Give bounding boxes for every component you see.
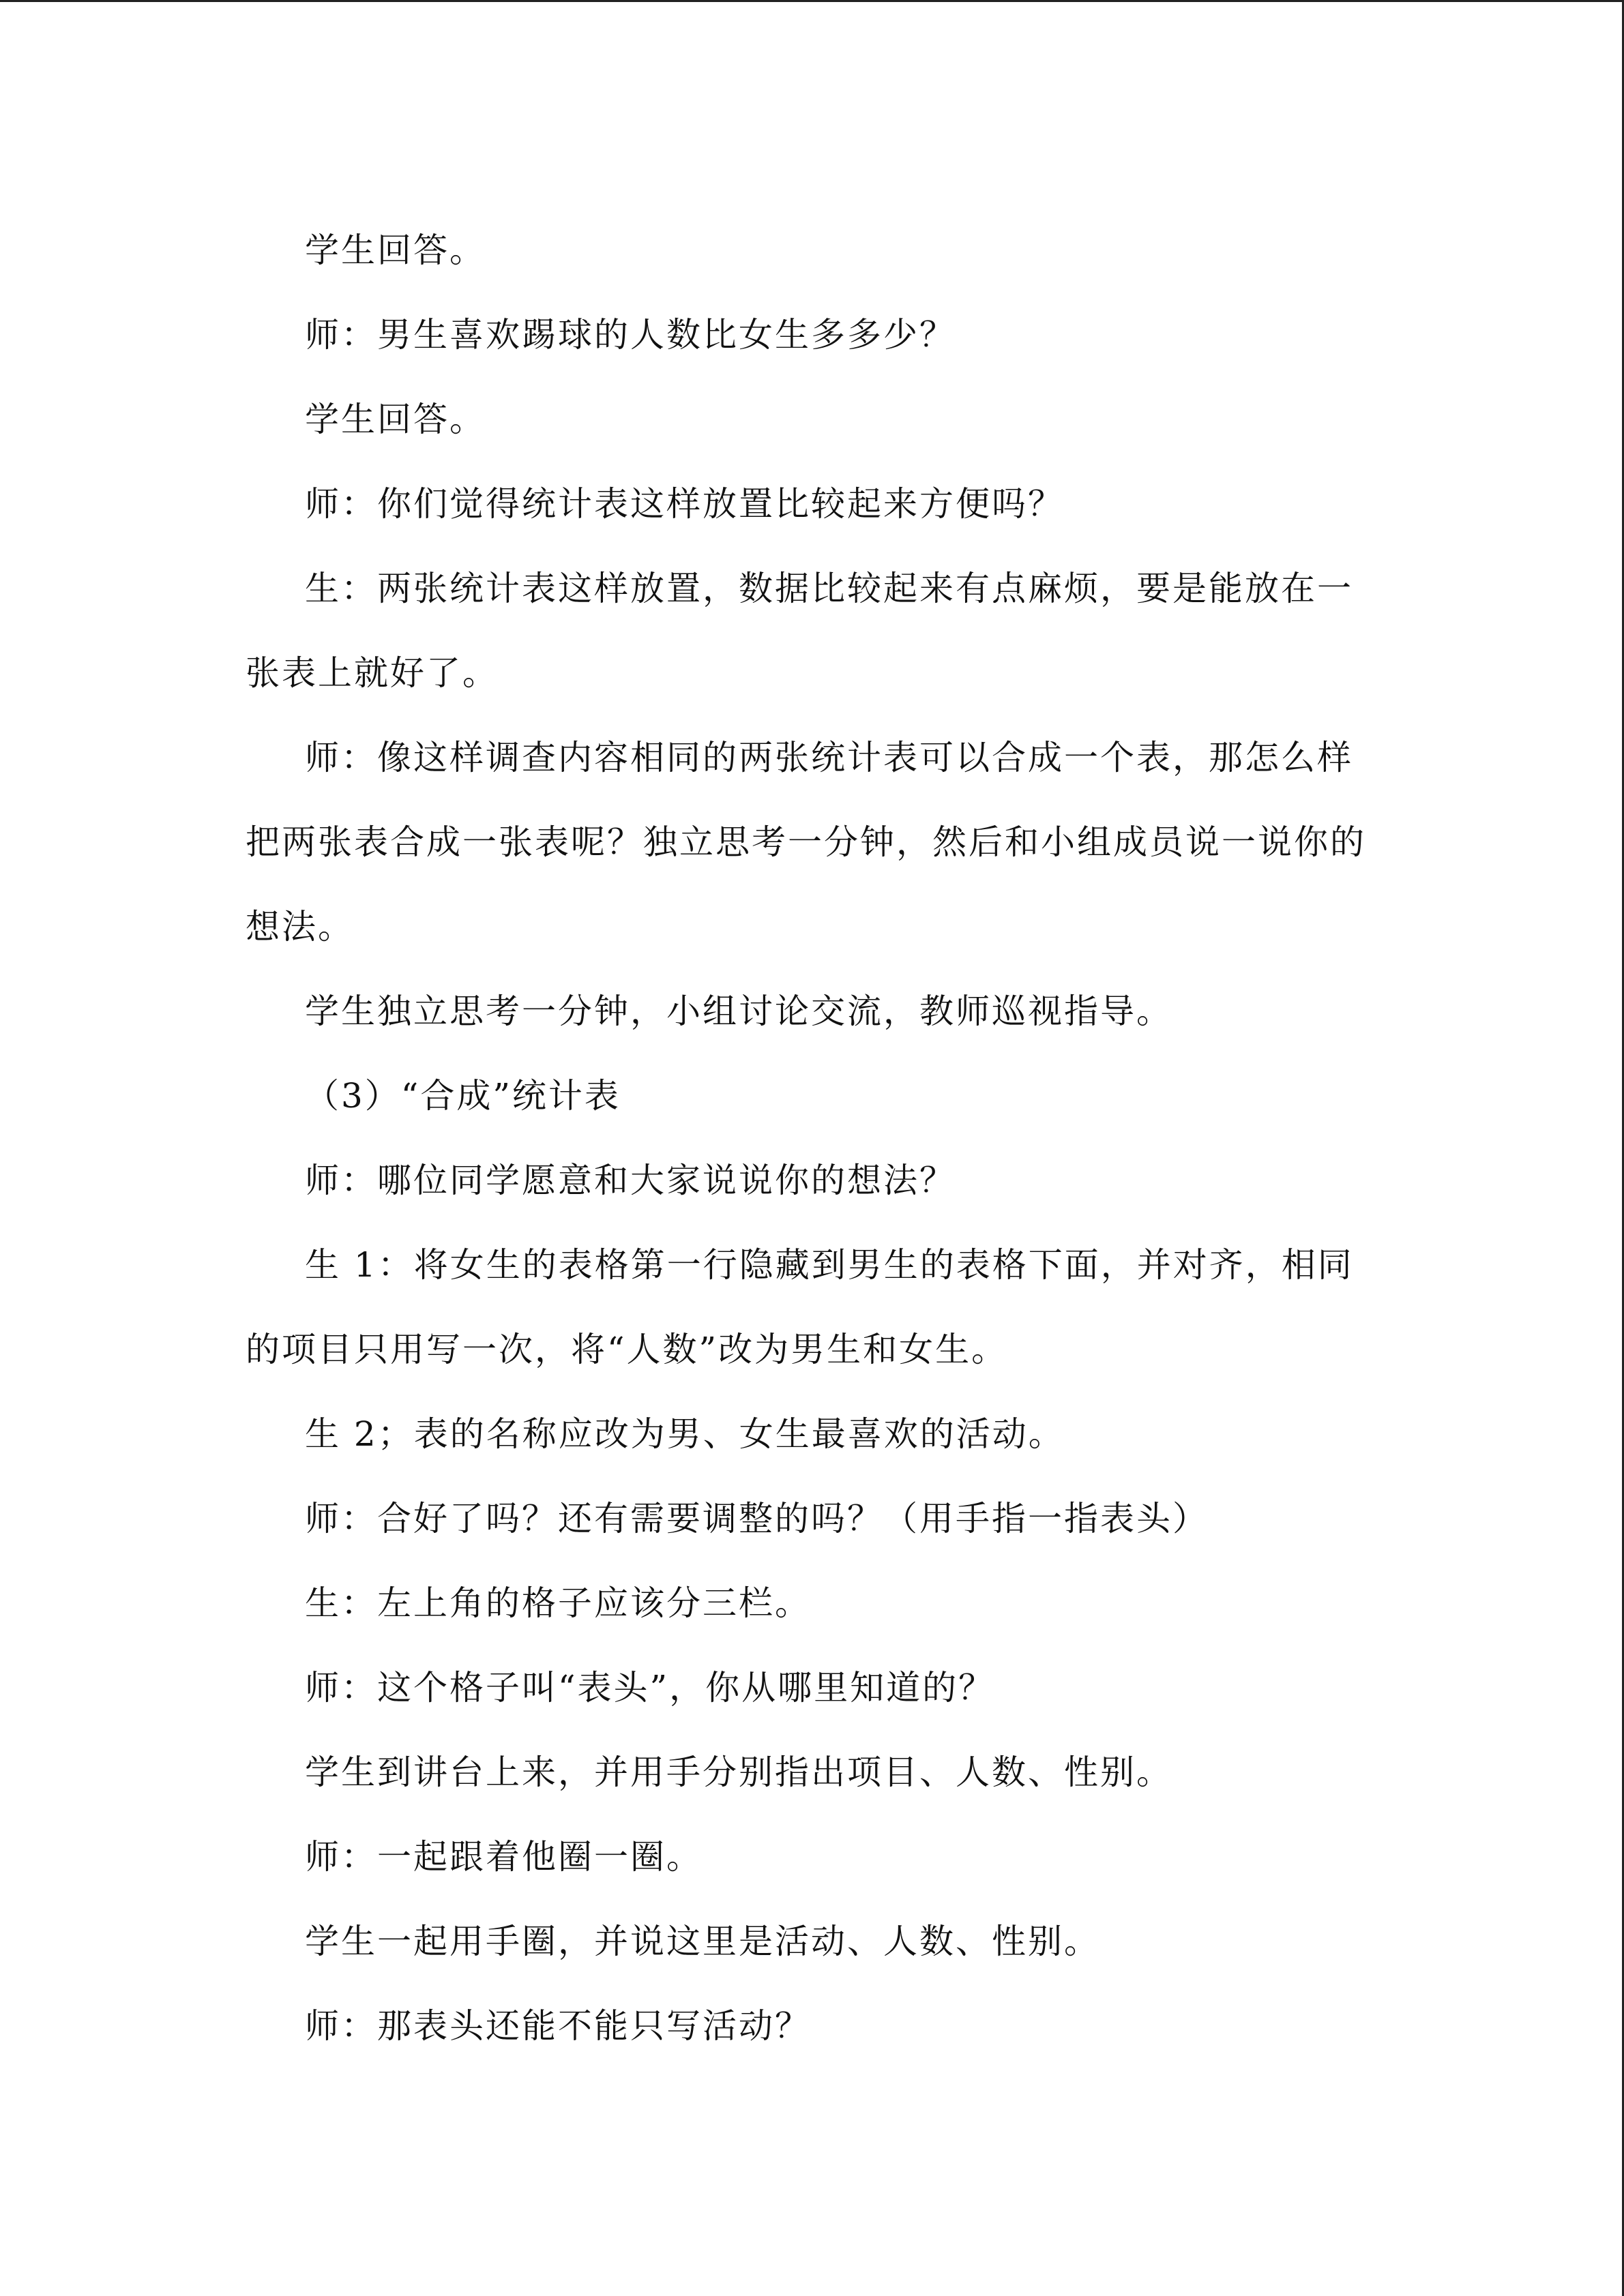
paragraph-17: 学生一起用手圈，并说这里是活动、人数、性别。 — [305, 1922, 1100, 1961]
paragraph-12: 师：合好了吗？还有需要调整的吗？（用手指一指表头） — [305, 1499, 1209, 1538]
paragraph-9: 师：哪位同学愿意和大家说说你的想法？ — [305, 1161, 956, 1200]
paragraph-2: 师：男生喜欢踢球的人数比女生多多少？ — [305, 315, 956, 355]
paragraph-18: 师：那表头还能不能只写活动？ — [305, 2006, 811, 2046]
document-body — [246, 208, 1371, 2068]
paragraph-10: 生 1：将女生的表格第一行隐藏到男生的表格下面，并对齐，相同的项目只用写一次，将“人数”改为男生和女生。 — [246, 1245, 1354, 1369]
paragraph-5: 生：两张统计表这样放置，数据比较起来有点麻烦，要是能放在一张表上就好了。 — [246, 569, 1353, 693]
paragraph-7: 学生独立思考一分钟，小组讨论交流，教师巡视指导。 — [305, 992, 1172, 1031]
paragraph-16: 师：一起跟着他圈一圈。 — [305, 1837, 703, 1877]
section-heading: （3）“合成”统计表 — [305, 1076, 621, 1116]
paragraph-13: 生：左上角的格子应该分三栏。 — [305, 1583, 811, 1623]
paragraph-15: 学生到讲台上来，并用手分别指出项目、人数、性别。 — [305, 1753, 1172, 1792]
paragraph-3: 学生回答。 — [305, 400, 486, 439]
paragraph-14: 师：这个格子叫“表头”，你从哪里知道的？ — [305, 1668, 995, 1708]
paragraph-4: 师：你们觉得统计表这样放置比较起来方便吗？ — [305, 484, 1064, 524]
paragraph-11: 生 2；表的名称应改为男、女生最喜欢的活动。 — [305, 1414, 1065, 1454]
paragraph-1: 学生回答。 — [305, 230, 486, 270]
page-top-border — [0, 0, 1624, 2]
paragraph-6: 师：像这样调查内容相同的两张统计表可以合成一个表，那怎么样把两张表合成一张表呢？独立思考一分钟，然后和小组成员说一说你的想法。 — [246, 738, 1366, 946]
